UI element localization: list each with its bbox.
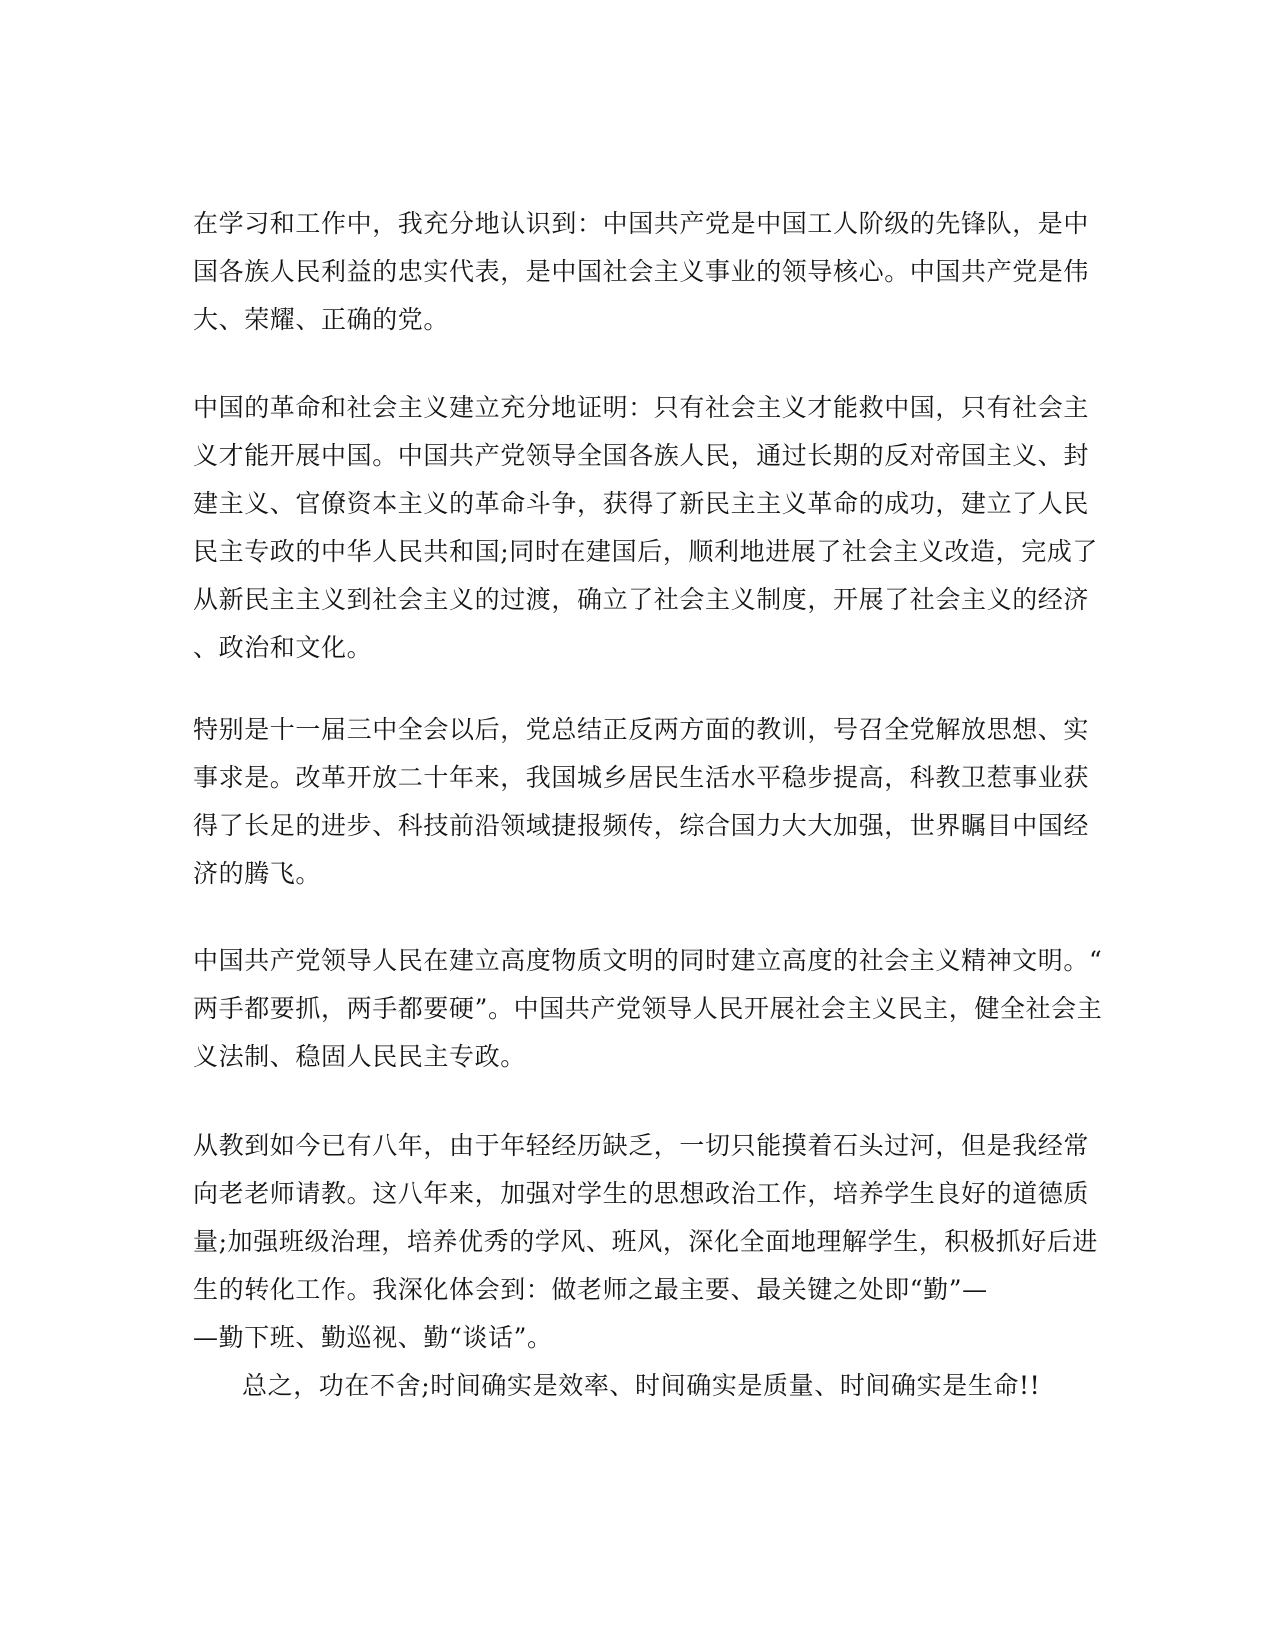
text-line: 量;加强班级治理，培养优秀的学风、班风，深化全面地理解学生，积极抓好后进	[193, 1227, 1099, 1256]
text-line: —勤下班、勤巡视、勤“谈话”。	[193, 1323, 553, 1352]
text-line: 大、荣耀、正确的党。	[193, 305, 450, 334]
text-line: 事求是。改革开放二十年来，我国城乡居民生活水平稳步提高，科教卫惹事业获	[193, 763, 1090, 792]
text-line: 中国的革命和社会主义建立充分地证明：只有社会主义才能救中国，只有社会主	[193, 393, 1090, 422]
text-line: 向老老师请教。这八年来，加强对学生的思想政治工作，培养学生良好的道德质	[193, 1179, 1090, 1208]
text-line: 得了长足的进步、科技前沿领域捷报频传，综合国力大大加强，世界瞩目中国经	[193, 811, 1090, 840]
paragraph-spiritual-civilization	[193, 937, 1103, 1081]
text-line: 、政治和文化。	[193, 633, 373, 662]
text-line: 在学习和工作中，我充分地认识到：中国共产党是中国工人阶级的先锋队，是中	[193, 209, 1090, 238]
paragraph-party-recognition	[193, 200, 1090, 344]
text-line: 民主专政的中华人民共和国;同时在建国后，顺利地进展了社会主义改造，完成了	[193, 537, 1099, 566]
text-line: 特别是十一届三中全会以后，党总结正反两方面的教训，号召全党解放思想、实	[193, 715, 1090, 744]
text-line: 义才能开展中国。中国共产党领导全国各族人民，通过长期的反对帝国主义、封	[193, 441, 1090, 470]
text-line: 中国共产党领导人民在建立高度物质文明的同时建立高度的社会主义精神文明。“	[193, 946, 1103, 975]
paragraph-revolution-history	[193, 384, 1099, 672]
text-line: 两手都要抓，两手都要硬”。中国共产党领导人民开展社会主义民主，健全社会主	[193, 994, 1103, 1023]
text-line: 义法制、稳固人民民主专政。	[193, 1042, 526, 1071]
text-line-conclusion: 总之，功在不舍;时间确实是效率、时间确实是质量、时间确实是生命!!	[242, 1371, 1041, 1400]
text-line: 济的腾飞。	[193, 859, 322, 888]
text-line: 生的转化工作。我深化体会到：做老师之最主要、最关键之处即“勤”—	[193, 1275, 988, 1304]
text-line: 从教到如今已有八年，由于年轻经历缺乏，一切只能摸着石头过河，但是我经常	[193, 1131, 1090, 1160]
paragraph-teaching-experience	[193, 1122, 1099, 1410]
paragraph-reform-opening	[193, 706, 1090, 898]
text-line: 建主义、官僚资本主义的革命斗争，获得了新民主主义革命的成功，建立了人民	[193, 489, 1090, 518]
text-line: 国各族人民利益的忠实代表，是中国社会主义事业的领导核心。中国共产党是伟	[193, 257, 1090, 286]
text-line: 从新民主主义到社会主义的过渡，确立了社会主义制度，开展了社会主义的经济	[193, 585, 1090, 614]
